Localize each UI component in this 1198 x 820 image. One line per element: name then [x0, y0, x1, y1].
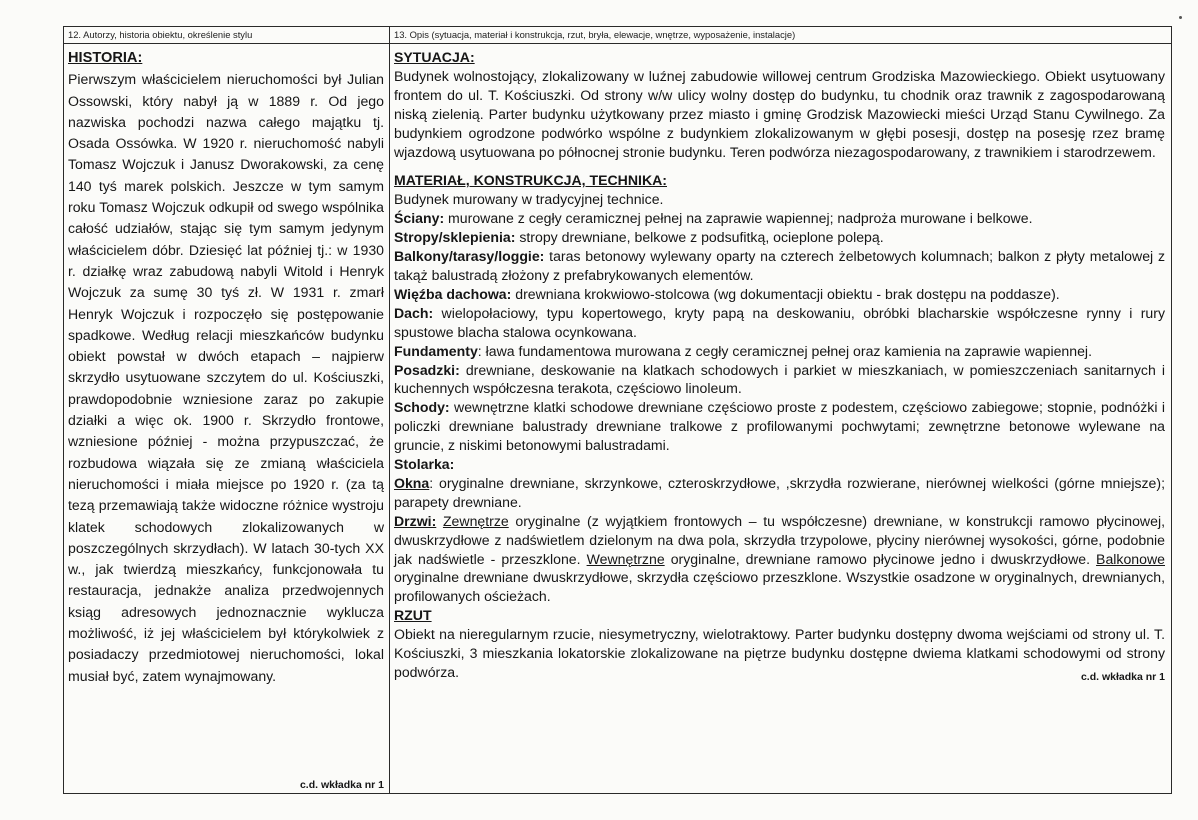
description-column: [390, 27, 1171, 793]
history-body: [64, 44, 389, 687]
okna-label: Okna: [394, 474, 430, 491]
material-item-dach: [394, 304, 1165, 342]
rzut-title: RZUT: [394, 607, 432, 624]
description-body: [390, 44, 1171, 682]
material-item-text: wewnętrzne klatki schodowe drewniane częściowo proste z podestem, częściowo zabiegowe; stopnie, podnóżki i policzki drewniane balustrady drewniane tralkowe z profilowanymi pochwytami; zewnętrzne betonowe wylewane na gruncie, z niskimi betonowymi balustradami.: [394, 399, 1165, 454]
material-item-text: stropy drewniane, belkowe z podsufitką, ocieplone polepą.: [515, 229, 884, 246]
drzwi-label: Drzwi:: [394, 512, 437, 529]
drzwi-zewnetrzne-label: Zewnętrze: [442, 512, 509, 529]
drzwi-zewnetrzne-text: oryginalne (z wyjątkiem frontowych – tu współczesne) drewniane, w konstrukcji ramowo płycinowej, dwuskrzydłowe z nadświetlem dzielonym na dwa pola, skrzydła trzypolowe, płyciny nierównej wysokości, górne, podobnie jak nadświetle - przeszklone.: [394, 512, 1165, 567]
drzwi-wewnetrzne-text: oryginalne, drewniane ramowo płycinowe jedno i dwuskrzydłowe.: [664, 550, 1097, 567]
material-item-label: Balkony/tarasy/loggie:: [394, 248, 545, 265]
sytuacja-text: Budynek wolnostojący, zlokalizowany w luźnej zabudowie willowej centrum Grodziska Mazowieckiego. Obiekt usytuowany frontem do ul. T. Kościuszki. Od strony w/w ulicy wolny dostęp do budynku, tu chodnik oraz trawnik z zagospodarowaną niską zielenią. Parter budynku użytkowany przez miasto i gminę Grodzisk Mazowiecki mieści Urząd Stanu Cywilnego. Za budynkiem ogrodzone podwórko wspólne z budynkiem zlokalizowanym w głębi posesji, dostęp na posesję rzez bramę wjazdową usytuowana po północnej stronie budynku. Teren podwórza niezagospodarowany, z trawnikiem i starodrzewem.: [394, 67, 1165, 160]
form-sheet: [63, 26, 1172, 794]
drzwi-wewnetrzne-label: Wewnętrzne: [586, 550, 665, 567]
stolarka-drzwi: [394, 512, 1165, 607]
material-item-balkony: [394, 247, 1165, 285]
drzwi-balkonowe-label: Balkonowe: [1096, 550, 1165, 567]
stolarka-title: Stolarka:: [394, 456, 455, 473]
rzut-text: [394, 625, 1165, 682]
material-item-stropy: [394, 228, 1165, 247]
material-item-text: drewniana krokwiowo-stolcowa (wg dokumentacji obiektu - brak dostępu na poddasze).: [511, 285, 1060, 302]
material-item-text: wielopołaciowy, typu kopertowego, kryty papą na deskowaniu, obróbki blacharskie współczesne rynny i rury spustowe blacha stalowa ocynkowana.: [394, 304, 1165, 340]
description-column-header: 13. Opis (sytuacja, materiał i konstrukcja, rzut, bryła, elewacje, wnętrze, wyposażenie, instalacje): [390, 27, 1171, 44]
drzwi-balkonowe-text: oryginalne drewniane dwuskrzydłowe, skrzydła częściowo przeszklone. Wszystkie osadzone w oryginalnych, drewnianych, profilowanych ościeżach.: [394, 569, 1165, 605]
material-item-text: taras betonowy wylewany oparty na czterech żelbetowych kolumnach; balkon z płyty metalowej z takąż balustradą złożony z prefabrykowanych elementów.: [394, 248, 1165, 283]
material-item-text: drewniane, deskowanie na klatkach schodowych i parkiet w mieszkaniach, w pomieszczeniach sanitarnych i kuchennych współczesna terakota, częściowo linoleum.: [394, 361, 1165, 397]
material-item-schody: [394, 398, 1165, 455]
material-item-text: murowane z cegły ceramicznej pełnej na zaprawie wapiennej; nadproża murowane i belkowe.: [444, 210, 1033, 227]
okna-text: : oryginalne drewniane, skrzynkowe, czteroskrzydłowe, ,skrzydła rozwierane, nierównej wielkości (górne mniejsze); parapety drewniane.: [394, 474, 1165, 510]
description-continued-note: c.d. wkładka nr 1: [1080, 670, 1165, 683]
section-gap: [394, 161, 1165, 171]
history-column: [64, 27, 390, 793]
rzut-text-content: Obiekt na nieregularnym rzucie, niesymetryczny, wielotraktowy. Parter budynku dostępny dwoma wejściami od strony ul. T. Kościuszki, 3 mieszkania lokatorskie zlokalizowane na piętrze budynku dostępne dwiema klatkami schodowymi od strony podwórza.: [394, 626, 1165, 680]
history-column-header: 12. Autorzy, historia obiektu, określenie stylu: [64, 27, 389, 44]
material-title: MATERIAŁ, KONSTRUKCJA, TECHNIKA:: [394, 172, 667, 189]
material-item-label: Fundamenty: [394, 342, 478, 359]
material-item-text: : ława fundamentowa murowana z cegły ceramicznej pełnej oraz kamienia na zaprawie wapiennej.: [477, 342, 1092, 359]
material-item-label: Ściany:: [394, 210, 445, 227]
history-text: Pierwszym właścicielem nieruchomości był Julian Ossowski, który nabył ją w 1889 r. Od jego nazwiska pochodzi nazwa całego majątku tj. Osada Ossówka. W 1920 r. nieruchomość nabyli Tomasz Wojczuk i Janusz Dworakowski, za cenę 140 tyś marek polskich. Jeszcze w tym samym roku Tomasz Wojczuk odkupił od swego wspólnika całość udziałów, stając się tym samym jedynym właścicielem dóbr. Dziesięć lat później tj.: w 1930 r. działkę wraz zabudową nabyli Witold i Henryk Wojczuk za sumę 30 tyś zł. W 1931 r. zmarł Henryk Wojczuk i rozpoczęło się postępowanie spadkowe. Według relacji mieszkańców budynku obiekt powstał w dwóch etapach – najpierw skrzydło usytuowane szczytem do ul. Kościuszki, prawdopodobnie wzniesione zaraz po zakupie działki a więc ok. 1900 r. Skrzydło frontowe, wzniesione później - można przypuszczać, że rozbudowa wiązała się ze zmianą właściciela nieruchomości i miała miejsce po 1920 r. (za tą tezą przemawiają także widoczne różnice wystroju klatek schodowych zlokalizowanych w poszczególnych skrzydłach). W latach 30-tych XX w., jak twierdzą mieszkańcy, funkcjonowała tu restauracja, jednakże analiza przedwojennych ksiąg adresowych jednoznacznie wyklucza możliwość, iż jej właścicielem był którykolwiek z posiadaczy przedmiotowej nieruchomości, lokal musiał być, zatem wynajmowany.: [68, 71, 384, 684]
material-intro: Budynek murowany w tradycyjnej technice.: [394, 191, 664, 208]
material-item-posadzki: [394, 361, 1165, 399]
material-item-label: Schody:: [394, 399, 450, 416]
history-section-title: HISTORIA:: [68, 50, 143, 66]
sytuacja-title: SYTUACJA:: [394, 49, 475, 65]
scan-speck: [1179, 16, 1182, 19]
material-item-fundamenty: [394, 342, 1165, 361]
material-item-label: Więźba dachowa:: [394, 285, 512, 302]
history-continued-note: c.d. wkładka nr 1: [299, 779, 384, 791]
material-item-label: Stropy/sklepienia:: [394, 229, 516, 246]
material-item-wiezba: [394, 285, 1165, 304]
material-item-label: Posadzki:: [394, 361, 460, 378]
material-item-sciany: [394, 209, 1165, 228]
stolarka-okna: [394, 474, 1165, 512]
material-item-label: Dach:: [394, 304, 434, 321]
